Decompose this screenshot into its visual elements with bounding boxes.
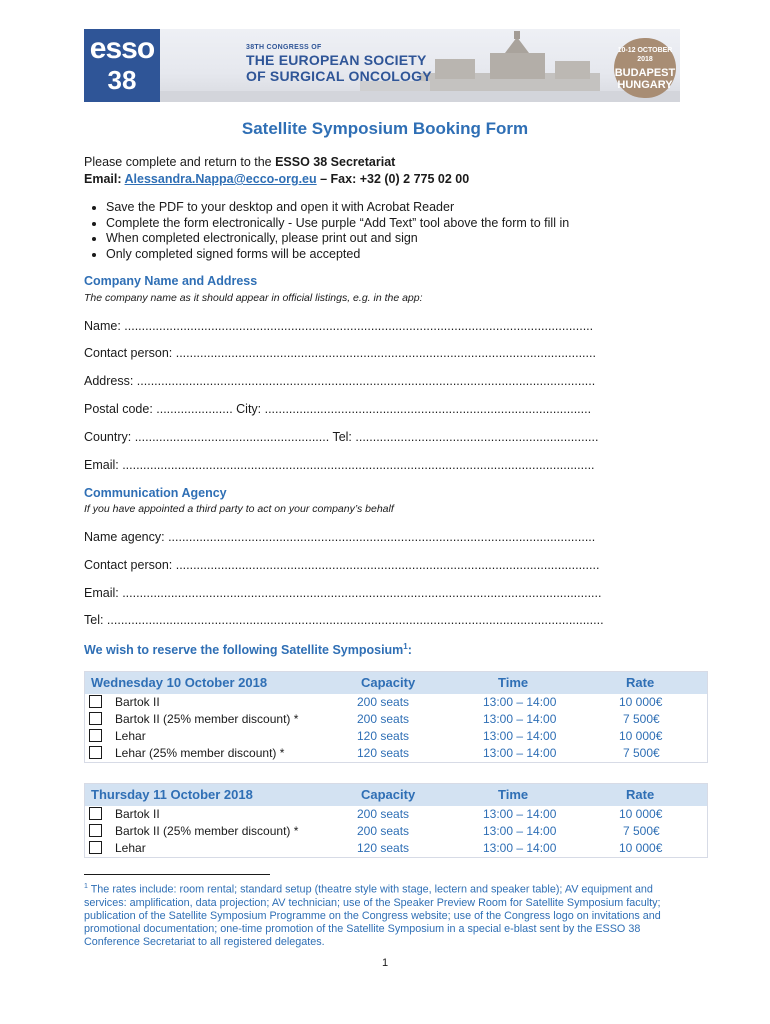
banner-title [246, 43, 432, 84]
list-item: • Complete the form electronically - Use purple “Add Text” tool above the form to fill in [106, 216, 569, 232]
checkbox[interactable] [89, 841, 102, 854]
rate-header: Rate [626, 675, 655, 690]
instructions-list [84, 200, 569, 262]
banner-band [160, 29, 680, 102]
page-title: Satellite Symposium Booking Form [241, 119, 529, 138]
badge-dates: 10-12 OCTOBER [617, 47, 673, 54]
intro-line2: Email: Alessandra.Nappa@ecco-org.eu – Fax: +32 (0) 2 775 02 00 [84, 172, 470, 186]
company-heading: Company Name and Address [84, 274, 258, 288]
agency-heading: Communication Agency [84, 486, 227, 500]
checkbox[interactable] [89, 712, 102, 725]
capacity-header: Capacity [361, 787, 416, 802]
page-number: 1 [381, 957, 389, 969]
table-row: Bartok II (25% member discount) * 200 seats 13:00 – 14:00 7 500€ [85, 711, 707, 728]
intro-block [84, 154, 469, 188]
table-header [85, 672, 707, 694]
logo-text-esso: esso [89, 32, 155, 65]
footnote-divider [84, 874, 270, 875]
checkbox[interactable] [89, 824, 102, 837]
footnote-ref: 1 [403, 642, 408, 651]
list-item: • Only completed signed forms will be accepted [106, 247, 569, 263]
table-row: Bartok II (25% member discount) * 200 seats 13:00 – 14:00 7 500€ [85, 823, 707, 840]
table-row: Lehar 120 seats 13:00 – 14:00 10 000€ [85, 840, 707, 857]
congress-label: 38TH CONGRESS OF [246, 44, 322, 51]
table-row: Lehar (25% member discount) * 120 seats 13:00 – 14:00 7 500€ [85, 745, 707, 762]
badge-country: HUNGARY [617, 79, 673, 91]
footnote-text: The rates include: room rental; standard setup (theatre style with stage, lectern and speaker table); AV equipment and services: amplification, data projection; AV technician; use of the Speaker Preview Room for Satellite Symposium faculty; publication of the Satellite Symposium Programme on the Congress website; use of the Congress logo on invitations and promotional documentation; one-time promotion of the Satellite Symposium in a special e-blast sent by the ESSO 38 Conference Secretariat to all registered delegates. [84, 883, 661, 949]
thursday-table [84, 783, 708, 858]
capacity-header: Capacity [361, 675, 416, 690]
esso-logo [84, 29, 160, 102]
agency-name-field[interactable]: Name agency: ........................................................................................................................... [84, 530, 596, 544]
badge-year: 2018 [637, 56, 653, 63]
society-name-line1: THE EUROPEAN SOCIETY [246, 52, 427, 68]
company-email-field[interactable]: Email: ........................................................................................................................................ [84, 458, 595, 472]
company-country-tel-field[interactable]: Country: ........................................................ Tel: ...................................................................... [84, 430, 599, 444]
table-row: Lehar 120 seats 13:00 – 14:00 10 000€ [85, 728, 707, 745]
table-row: Bartok II 200 seats 13:00 – 14:00 10 000€ [85, 694, 707, 711]
time-header: Time [498, 675, 529, 690]
intro-line1: Please complete and return to the ESSO 38 Secretariat [84, 155, 396, 169]
checkbox[interactable] [89, 746, 102, 759]
society-name-line2: OF SURGICAL ONCOLOGY [246, 68, 432, 84]
time-header: Time [498, 787, 529, 802]
table-row: Bartok II 200 seats 13:00 – 14:00 10 000€ [85, 806, 707, 823]
company-note: The company name as it should appear in official listings, e.g. in the app: [84, 292, 423, 304]
agency-email-field[interactable]: Email: .......................................................................................................................................... [84, 586, 602, 600]
badge-city: BUDAPEST [614, 67, 676, 79]
list-item: • When completed electronically, please print out and sign [106, 231, 569, 247]
rate-header: Rate [626, 787, 655, 802]
reserve-heading: We wish to reserve the following Satellite Symposium$^1$: [84, 642, 412, 658]
company-postal-city-field[interactable]: Postal code: ...................... City: .............................................................................................. [84, 402, 592, 416]
day-header: Thursday 11 October 2018 [91, 787, 253, 802]
table-header [85, 784, 707, 806]
checkbox[interactable] [89, 807, 102, 820]
date-location-badge [614, 38, 676, 98]
company-name-field[interactable]: Name: ....................................................................................................................................... [84, 319, 594, 333]
agency-note: If you have appointed a third party to act on your company’s behalf [84, 503, 394, 515]
checkbox[interactable] [89, 729, 102, 742]
email-link[interactable]: Alessandra.Nappa@ecco-org.eu [124, 172, 317, 186]
agency-contact-field[interactable]: Contact person: .......................................................................................................................... [84, 558, 600, 572]
footnote-marker: 1 [84, 883, 88, 890]
list-item: • Save the PDF to your desktop and open it with Acrobat Reader [106, 200, 569, 216]
company-address-field[interactable]: Address: .................................................................................................................................... [84, 374, 596, 388]
footnote [84, 880, 684, 950]
logo-text-number: 38 [107, 65, 137, 95]
congress-banner [84, 29, 680, 102]
company-contact-field[interactable]: Contact person: ......................................................................................................................... [84, 346, 596, 360]
wednesday-table [84, 671, 708, 763]
agency-tel-field[interactable]: Tel: ............................................................................................................................................... [84, 613, 604, 627]
day-header: Wednesday 10 October 2018 [91, 675, 268, 690]
checkbox[interactable] [89, 695, 102, 708]
